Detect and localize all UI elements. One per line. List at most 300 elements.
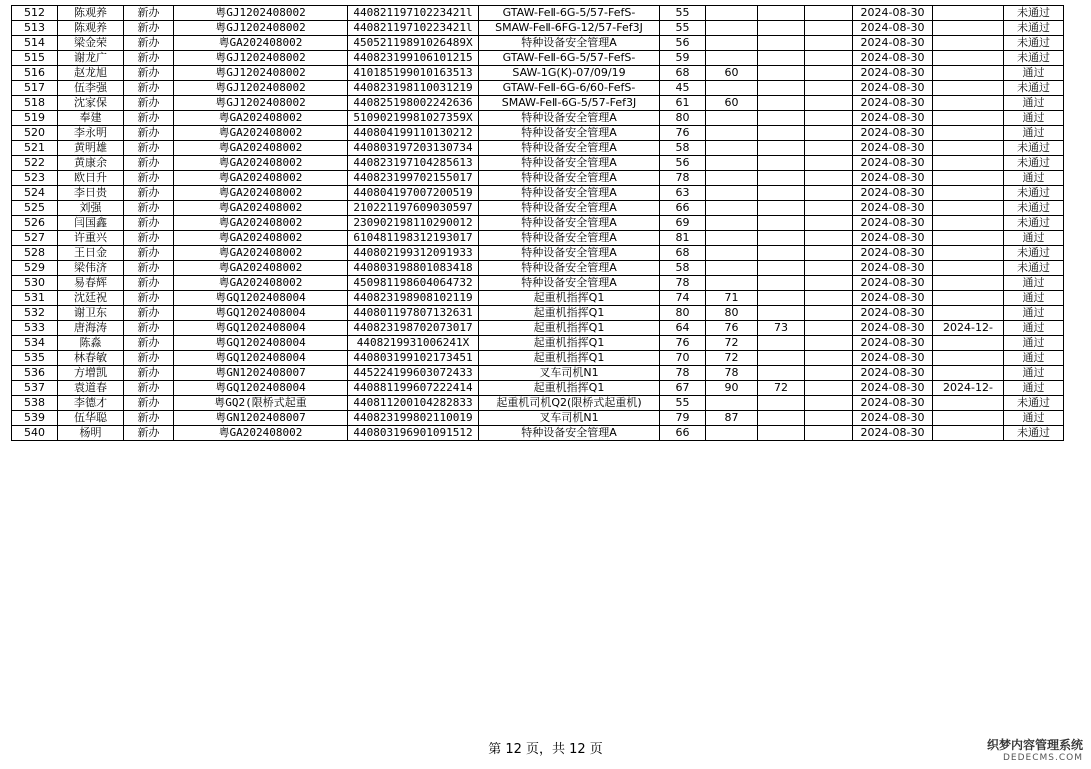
table-cell-id: 51090219981027359X [348,111,479,126]
page-number: 第 12 页，共 12 页 [488,742,603,757]
table-cell-score2: 76 [706,321,758,336]
table-cell-idx: 524 [12,186,58,201]
table-row [12,21,1064,36]
table-row [12,411,1064,426]
table-cell-date2: 2024-12- [933,381,1004,396]
table-cell-id: 44082199310062​41X [348,336,479,351]
table-cell-score4 [805,111,853,126]
table-cell-cert: 粤GA202408002 [174,141,348,156]
table-cell-type: 新办 [124,36,174,51]
table-cell-type: 新办 [124,366,174,381]
table-cell-score1: 56 [660,156,706,171]
table-cell-id: 440803197203130734 [348,141,479,156]
table-cell-score1: 80 [660,306,706,321]
table-cell-score4 [805,261,853,276]
table-cell-result: 通过 [1004,336,1064,351]
table-cell-idx: 533 [12,321,58,336]
table-cell-score2: 90 [706,381,758,396]
table-cell-id: 440823199702155017 [348,171,479,186]
table-row [12,156,1064,171]
table-cell-date: 2024-08-30 [853,81,933,96]
table-row [12,186,1064,201]
table-cell-idx: 532 [12,306,58,321]
table-cell-item: 特种设备安全管理A [479,156,660,171]
table-cell-date: 2024-08-30 [853,51,933,66]
table-cell-score3 [758,291,805,306]
table-cell-score1: 76 [660,336,706,351]
table-cell-score4 [805,21,853,36]
table-cell-result: 通过 [1004,306,1064,321]
table-cell-result: 未通过 [1004,426,1064,441]
table-cell-type: 新办 [124,351,174,366]
table-cell-score3 [758,111,805,126]
table-cell-date2 [933,291,1004,306]
table-cell-score4 [805,351,853,366]
table-cell-idx: 529 [12,261,58,276]
table-row [12,96,1064,111]
table-cell-date2 [933,366,1004,381]
table-cell-score2 [706,276,758,291]
table-row [12,306,1064,321]
table-cell-score2 [706,81,758,96]
table-cell-idx: 537 [12,381,58,396]
table-cell-date2 [933,126,1004,141]
table-cell-score1: 69 [660,216,706,231]
table-cell-score3 [758,171,805,186]
table-cell-score4 [805,66,853,81]
watermark-cn: 织梦内容管理系统 [986,738,1083,752]
table-cell-item: 起重机指挥Q1 [479,306,660,321]
table-cell-cert: 粤GA202408002 [174,261,348,276]
table-cell-score2 [706,201,758,216]
table-cell-name: 黄明雄 [58,141,124,156]
table-cell-score1: 80 [660,111,706,126]
table-cell-cert: 粤GJ1202408002 [174,21,348,36]
table-cell-score3 [758,6,805,21]
table-cell-result: 未通过 [1004,51,1064,66]
table-cell-score2 [706,246,758,261]
table-cell-result: 通过 [1004,96,1064,111]
table-row [12,81,1064,96]
table-cell-date: 2024-08-30 [853,111,933,126]
table-cell-idx: 538 [12,396,58,411]
table-cell-date2 [933,336,1004,351]
table-cell-cert: 粤GQ2(限桥式起重 [174,396,348,411]
table-cell-score4 [805,231,853,246]
table-cell-date: 2024-08-30 [853,426,933,441]
table-cell-score1: 78 [660,276,706,291]
table-cell-id: 440803199102173451 [348,351,479,366]
table-cell-cert: 粤GA202408002 [174,186,348,201]
table-cell-score2 [706,426,758,441]
table-cell-score3 [758,276,805,291]
results-table [11,5,1064,441]
table-cell-type: 新办 [124,156,174,171]
table-cell-type: 新办 [124,141,174,156]
table-cell-score4 [805,186,853,201]
table-cell-score4 [805,81,853,96]
table-cell-score2 [706,231,758,246]
table-cell-result: 通过 [1004,321,1064,336]
table-row [12,246,1064,261]
table-cell-id: 210221197609030597 [348,201,479,216]
table-cell-id: 410185199010163513 [348,66,479,81]
table-cell-item: 起重机指挥Q1 [479,351,660,366]
table-cell-type: 新办 [124,306,174,321]
table-cell-score1: 56 [660,36,706,51]
table-row [12,126,1064,141]
table-cell-date: 2024-08-30 [853,291,933,306]
table-cell-score1: 74 [660,291,706,306]
table-cell-score4 [805,6,853,21]
table-cell-name: 刘强 [58,201,124,216]
table-cell-item: 特种设备安全管理A [479,36,660,51]
table-cell-id: 440804199110130212 [348,126,479,141]
table-cell-item: 起重机司机Q2(限桥式起重机) [479,396,660,411]
table-cell-score4 [805,321,853,336]
table-cell-date2 [933,51,1004,66]
table-cell-name: 陈观养 [58,21,124,36]
table-cell-idx: 514 [12,36,58,51]
table-cell-result: 通过 [1004,276,1064,291]
table-row [12,66,1064,81]
table-cell-name: 李永明 [58,126,124,141]
table-cell-date2 [933,231,1004,246]
table-cell-id: 440825198002242636 [348,96,479,111]
table-cell-score2 [706,36,758,51]
table-cell-name: 谢卫东 [58,306,124,321]
table-cell-score3: 73 [758,321,805,336]
table-cell-result: 未通过 [1004,396,1064,411]
table-cell-name: 王日金 [58,246,124,261]
table-cell-item: 特种设备安全管理A [479,186,660,201]
table-cell-id: 440811200104282833 [348,396,479,411]
table-row [12,426,1064,441]
table-row [12,171,1064,186]
table-cell-score1: 68 [660,246,706,261]
table-cell-score1: 64 [660,321,706,336]
table-row [12,291,1064,306]
table-cell-date: 2024-08-30 [853,381,933,396]
table-cell-date2 [933,111,1004,126]
table-cell-type: 新办 [124,6,174,21]
table-cell-name: 谢龙广 [58,51,124,66]
table-cell-item: 起重机指挥Q1 [479,291,660,306]
table-cell-type: 新办 [124,336,174,351]
table-cell-score4 [805,336,853,351]
table-cell-idx: 517 [12,81,58,96]
table-cell-score1: 79 [660,411,706,426]
table-cell-id: 440823199802110019 [348,411,479,426]
table-cell-score2 [706,261,758,276]
table-cell-score3 [758,51,805,66]
table-cell-idx: 515 [12,51,58,66]
table-cell-date: 2024-08-30 [853,321,933,336]
table-cell-cert: 粤GA202408002 [174,126,348,141]
table-cell-date2 [933,351,1004,366]
table-cell-type: 新办 [124,216,174,231]
table-cell-result: 未通过 [1004,186,1064,201]
table-cell-score4 [805,126,853,141]
table-cell-cert: 粤GJ1202408002 [174,51,348,66]
table-row [12,111,1064,126]
table-cell-idx: 520 [12,126,58,141]
table-cell-date2 [933,66,1004,81]
table-cell-type: 新办 [124,246,174,261]
table-cell-id: 610481198312193017 [348,231,479,246]
table-cell-result: 未通过 [1004,21,1064,36]
table-cell-cert: 粤GA202408002 [174,111,348,126]
table-cell-score2 [706,216,758,231]
table-cell-date: 2024-08-30 [853,246,933,261]
table-cell-item: SMAW-FeⅡ-6G-5/57-Fef3J [479,96,660,111]
table-cell-cert: 粤GA202408002 [174,246,348,261]
table-cell-date2 [933,21,1004,36]
table-cell-score4 [805,381,853,396]
table-cell-result: 通过 [1004,351,1064,366]
table-cell-idx: 534 [12,336,58,351]
table-cell-idx: 512 [12,6,58,21]
table-cell-id: 440823199106101215 [348,51,479,66]
table-row [12,321,1064,336]
table-cell-item: 起重机指挥Q1 [479,336,660,351]
table-cell-type: 新办 [124,396,174,411]
table-cell-item: GTAW-FeⅡ-6G-5/57-FefS- [479,6,660,21]
table-cell-type: 新办 [124,411,174,426]
table-cell-type: 新办 [124,126,174,141]
table-cell-score1: 78 [660,366,706,381]
table-cell-name: 欧日升 [58,171,124,186]
table-cell-score3 [758,411,805,426]
table-cell-date2 [933,276,1004,291]
table-cell-item: 叉车司机N1 [479,411,660,426]
table-cell-date2 [933,396,1004,411]
table-cell-date2 [933,426,1004,441]
table-cell-idx: 522 [12,156,58,171]
table-cell-item: 特种设备安全管理A [479,141,660,156]
table-cell-result: 通过 [1004,381,1064,396]
table-cell-score4 [805,366,853,381]
table-cell-score2: 80 [706,306,758,321]
table-cell-date2 [933,36,1004,51]
table-cell-score3 [758,186,805,201]
table-cell-score3 [758,336,805,351]
table-cell-name: 林春敏 [58,351,124,366]
table-cell-cert: 粤GQ1202408004 [174,336,348,351]
table-cell-item: 特种设备安全管理A [479,231,660,246]
table-cell-cert: 粤GA202408002 [174,36,348,51]
table-cell-score1: 68 [660,66,706,81]
table-cell-score4 [805,291,853,306]
table-cell-score4 [805,426,853,441]
table-cell-score1: 55 [660,6,706,21]
table-cell-name: 黄康余 [58,156,124,171]
table-cell-score4 [805,51,853,66]
table-cell-item: 起重机指挥Q1 [479,381,660,396]
table-cell-score3: 72 [758,381,805,396]
table-cell-id: 440823198702073017 [348,321,479,336]
table-cell-item: 特种设备安全管理A [479,276,660,291]
table-row [12,261,1064,276]
table-cell-idx: 530 [12,276,58,291]
table-cell-score3 [758,141,805,156]
table-cell-score2 [706,141,758,156]
table-cell-id: 440803198801083418 [348,261,479,276]
table-cell-score2 [706,171,758,186]
table-cell-item: 叉车司机N1 [479,366,660,381]
table-cell-id: 230902198110290012 [348,216,479,231]
table-cell-type: 新办 [124,381,174,396]
table-cell-score3 [758,261,805,276]
table-cell-cert: 粤GQ1202408004 [174,306,348,321]
table-cell-score2: 78 [706,366,758,381]
table-row [12,216,1064,231]
table-cell-score2: 72 [706,351,758,366]
table-cell-type: 新办 [124,171,174,186]
table-cell-cert: 粤GJ1202408002 [174,96,348,111]
table-cell-date2 [933,411,1004,426]
table-cell-idx: 527 [12,231,58,246]
table-cell-idx: 528 [12,246,58,261]
table-row [12,351,1064,366]
table-cell-date2 [933,261,1004,276]
table-cell-type: 新办 [124,201,174,216]
table-row [12,276,1064,291]
table-cell-result: 通过 [1004,291,1064,306]
table-cell-cert: 粤GN1202408007 [174,411,348,426]
table-cell-score2 [706,6,758,21]
table-row [12,396,1064,411]
table-cell-date2 [933,186,1004,201]
table-cell-score2 [706,126,758,141]
table-cell-date: 2024-08-30 [853,366,933,381]
table-cell-score3 [758,396,805,411]
table-cell-score3 [758,366,805,381]
table-cell-score1: 45 [660,81,706,96]
table-cell-score3 [758,426,805,441]
table-cell-score4 [805,156,853,171]
table-cell-score1: 66 [660,201,706,216]
table-cell-name: 沈廷祝 [58,291,124,306]
table-row [12,201,1064,216]
table-cell-name: 唐海涛 [58,321,124,336]
table-cell-score2: 71 [706,291,758,306]
table-cell-name: 梁金荣 [58,36,124,51]
table-cell-type: 新办 [124,276,174,291]
table-cell-id: 440801197807132631 [348,306,479,321]
table-cell-name: 沈家保 [58,96,124,111]
table-cell-result: 通过 [1004,411,1064,426]
table-cell-score1: 58 [660,141,706,156]
table-cell-id: 440803196901091512 [348,426,479,441]
table-cell-date2 [933,306,1004,321]
table-cell-type: 新办 [124,21,174,36]
table-cell-cert: 粤GA202408002 [174,201,348,216]
table-body [12,6,1064,441]
table-cell-score3 [758,21,805,36]
table-cell-type: 新办 [124,426,174,441]
table-cell-type: 新办 [124,66,174,81]
table-cell-item: 特种设备安全管理A [479,261,660,276]
table-cell-score2: 60 [706,66,758,81]
table-cell-date: 2024-08-30 [853,186,933,201]
table-cell-type: 新办 [124,96,174,111]
table-cell-date2 [933,96,1004,111]
table-cell-item: GTAW-FeⅡ-6G-5/57-FefS- [479,51,660,66]
table-cell-result: 未通过 [1004,6,1064,21]
table-cell-score4 [805,276,853,291]
table-cell-score3 [758,231,805,246]
table-cell-result: 未通过 [1004,141,1064,156]
table-cell-score1: 66 [660,426,706,441]
table-cell-score3 [758,36,805,51]
table-cell-score1: 76 [660,126,706,141]
table-cell-score2 [706,186,758,201]
table-cell-name: 赵龙旭 [58,66,124,81]
table-cell-date2 [933,141,1004,156]
table-cell-date2 [933,201,1004,216]
table-cell-date: 2024-08-30 [853,336,933,351]
table-cell-score3 [758,306,805,321]
table-cell-date: 2024-08-30 [853,351,933,366]
table-cell-cert: 粤GA202408002 [174,216,348,231]
table-cell-date: 2024-08-30 [853,126,933,141]
table-cell-id: 440823198110031219 [348,81,479,96]
table-cell-date: 2024-08-30 [853,21,933,36]
table-cell-date2 [933,246,1004,261]
table-cell-item: 特种设备安全管理A [479,126,660,141]
table-cell-result: 通过 [1004,111,1064,126]
table-cell-score4 [805,141,853,156]
table-cell-result: 通过 [1004,126,1064,141]
table-cell-cert: 粤GA202408002 [174,156,348,171]
table-cell-date2 [933,6,1004,21]
table-cell-date2 [933,171,1004,186]
table-cell-name: 杨明 [58,426,124,441]
table-cell-name: 李日贵 [58,186,124,201]
table-cell-type: 新办 [124,231,174,246]
table-cell-score4 [805,246,853,261]
table-cell-score3 [758,96,805,111]
table-cell-type: 新办 [124,51,174,66]
table-cell-name: 陈淼 [58,336,124,351]
watermark-en: DEDECMS.COM [1003,753,1083,763]
table-cell-item: 特种设备安全管理A [479,201,660,216]
table-row [12,336,1064,351]
table-cell-name: 陈观养 [58,6,124,21]
table-cell-score3 [758,216,805,231]
table-cell-score3 [758,351,805,366]
table-cell-item: 起重机指挥Q1 [479,321,660,336]
table-cell-type: 新办 [124,261,174,276]
table-cell-idx: 519 [12,111,58,126]
table-row [12,36,1064,51]
table-cell-cert: 粤GJ1202408002 [174,6,348,21]
table-cell-date: 2024-08-30 [853,96,933,111]
table-cell-score3 [758,66,805,81]
table-cell-idx: 539 [12,411,58,426]
table-cell-type: 新办 [124,111,174,126]
table-cell-date2 [933,216,1004,231]
table-row [12,141,1064,156]
table-cell-result: 未通过 [1004,36,1064,51]
table-cell-item: SMAW-FeⅡ-6FG-12/57-Fef3J [479,21,660,36]
table-cell-date: 2024-08-30 [853,6,933,21]
table-cell-date: 2024-08-30 [853,171,933,186]
table-cell-date: 2024-08-30 [853,201,933,216]
table-cell-score4 [805,216,853,231]
table-cell-date2 [933,156,1004,171]
